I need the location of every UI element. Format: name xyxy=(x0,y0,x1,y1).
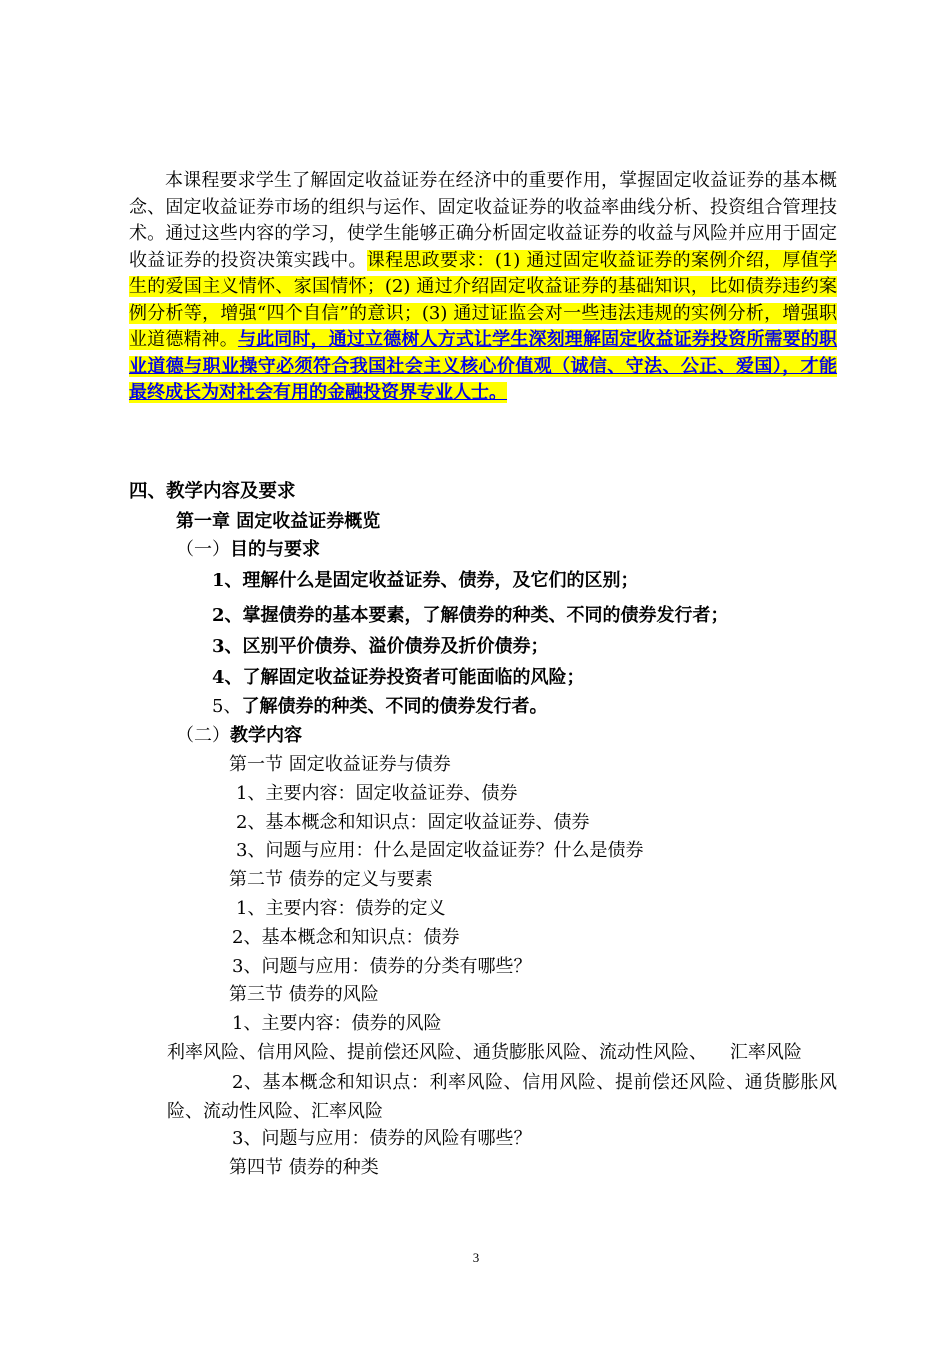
section-item-continuation: 利率风险、信用风险、提前偿还风险、通货膨胀风险、流动性风险、 汇率风险 xyxy=(167,1042,802,1063)
subsection-prefix: （二） xyxy=(176,725,230,746)
objective-number: 5、 xyxy=(212,696,242,717)
section-item: 3、问题与应用：什么是固定收益证券？什么是债券 xyxy=(236,840,644,861)
section-item: 2、基本概念和知识点：债券 xyxy=(232,927,460,948)
section-item: 1、主要内容：债券的定义 xyxy=(236,898,446,919)
objective-item: 2、掌握债券的基本要素，了解债券的种类、不同的债券发行者； xyxy=(212,605,729,626)
section-title: 第三节 债券的风险 xyxy=(229,984,379,1005)
section-item: 3、问题与应用：债券的分类有哪些？ xyxy=(232,956,532,977)
subsection-prefix: （一） xyxy=(176,539,230,560)
section-title: 第二节 债券的定义与要素 xyxy=(229,869,433,890)
ideology-requirements-highlight: 课程思政要求：(1) 通过固定收益证券的案例介绍，厚值学生的爱国主义情怀、家国情怀；(2) 通过介绍固定收益证券的基础知识，比如债券违约案例分析等，增强“四个自信”的意识；(3) 通过证监会对一些违法违规的实例分析，增强职业道德精神。 xyxy=(129,249,838,350)
objective-item: 3、区别平价债券、溢价债券及折价债券； xyxy=(212,636,549,657)
chapter-title: 第一章 固定收益证券概览 xyxy=(176,511,381,532)
subsection-content-heading xyxy=(176,723,302,749)
section-title: 第一节 固定收益证券与债券 xyxy=(229,754,451,775)
objective-text: 了解债券的种类、不同的债券发行者。 xyxy=(241,696,548,717)
section-item: 3、问题与应用：债券的风险有哪些？ xyxy=(232,1128,532,1149)
section-item: 1、主要内容：固定收益证券、债券 xyxy=(236,783,518,804)
objective-item: 4、了解固定收益证券投资者可能面临的风险； xyxy=(212,667,585,688)
course-requirements-paragraph xyxy=(129,168,837,407)
section-item: 2、基本概念和知识点：利率风险、信用风险、提前偿还风险、通货膨胀风险、流动性风险、汇率风险 xyxy=(167,1072,837,1122)
section-title: 第四节 债券的种类 xyxy=(229,1157,379,1178)
subsection-title: 目的与要求 xyxy=(230,539,320,560)
objective-item xyxy=(212,694,547,720)
subsection-title: 教学内容 xyxy=(230,725,302,746)
section-heading: 四、教学内容及要求 xyxy=(129,481,296,502)
subsection-goals-heading xyxy=(176,537,320,563)
page-number: 3 xyxy=(472,1250,480,1265)
section-item: 1、主要内容：债券的风险 xyxy=(232,1013,442,1034)
objective-item: 1、理解什么是固定收益证券、债券，及它们的区别； xyxy=(212,570,639,591)
section-item: 2、基本概念和知识点：固定收益证券、债券 xyxy=(236,812,590,833)
intro-text: 本课程要求学生了解固定收益证券在经济中的重要作用，掌握固定收益证券的基本概念、固定收益证券市场的组织与运作、固定收益证券的收益率曲线分析、投资组合管理技术。通过这些内容的学习，使学生能够正确分析固定收益证券的收益与风险并应用于固定收益证券的投资决策实践中。 xyxy=(129,170,837,271)
moral-education-underlined-text: 与此同时，通过立德树人方式让学生深刻理解固定收益证券投资所需要的职业道德与职业操守必须符合我国社会主义核心价值观（诚信、守法、公正、爱国），才能最终成长为对社会有用的金融投资界专业人士。 xyxy=(129,329,838,403)
